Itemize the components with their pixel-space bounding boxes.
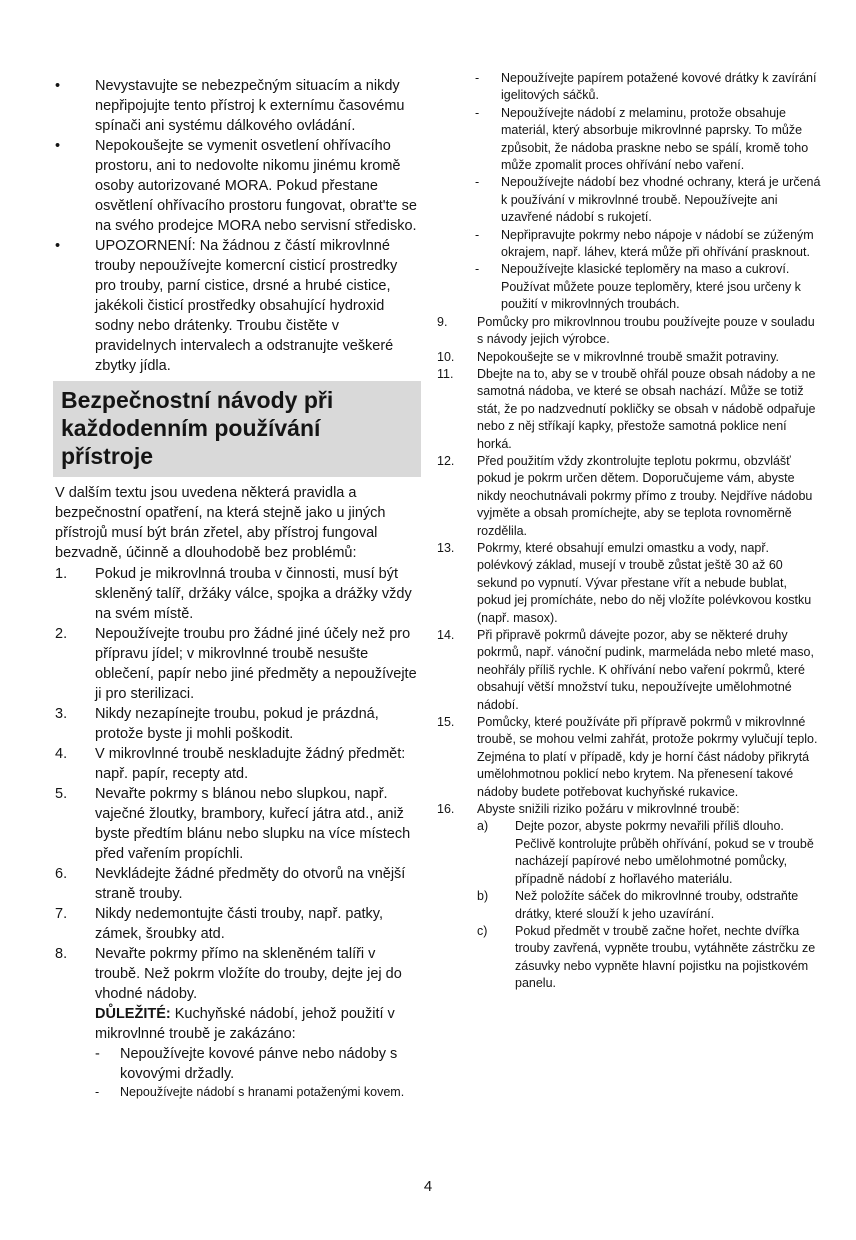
important-label: DŮLEŽITÉ: [95, 1006, 171, 1022]
numbered-item [437, 453, 824, 540]
item-text: Nepoužívejte troubu pro žádné jiné účely než pro přípravu jídel; v mikrovlnné troubě nesušte oblečení, papír nebo jiné předměty a nepoužívejte ji pro sterilizaci. [95, 626, 417, 702]
numbered-item-16 [437, 801, 824, 992]
bullet-item [55, 136, 422, 236]
dash-marker: - [475, 105, 480, 120]
numbered-item [437, 714, 824, 801]
letter-item [477, 923, 824, 993]
item-text: Nevařte pokrmy s blánou nebo slupkou, např. vaječné žloutky, brambory, kuřecí játra atd., aniž byste předtím blánu nebo slupku na více místech před vařením propíchli. [95, 786, 411, 862]
dash-item [475, 105, 824, 175]
item-number: 6. [55, 866, 68, 882]
dash-marker: - [475, 71, 480, 85]
item-number: 11. [437, 366, 454, 381]
dash-item [95, 1084, 422, 1101]
dash-marker: - [475, 175, 480, 190]
item-text: Pomůcky pro mikrovlnnou troubu používejte pouze v souladu s návody jejich výrobce. [477, 314, 815, 347]
dash-item [475, 174, 824, 226]
letter-item [477, 818, 824, 888]
item-number: 12. [437, 453, 455, 468]
letter-marker: b) [477, 889, 489, 904]
numbered-item-8 [55, 944, 422, 1101]
item-text: Při připravě pokrmů dávejte pozor, aby se některé druhy pokrmů, např. vánoční pudink, marmeláda nebo mleté maso, neohřály příliš rychle. K ohřívání nebo vaření pokrmů, které obsahují větší množství tuku, nepoužívejte umělohmotné nádobí. [477, 628, 814, 712]
numbered-item [55, 564, 422, 624]
item-text: Pokud je mikrovlnná trouba v činnosti, musí být skleněný talíř, držáky válce, spojka a drážky vždy na svém místě. [95, 566, 412, 622]
item-text: Nevařte pokrmy přímo na skleněném talíři v troubě. Než pokrm vložíte do trouby, dejte jej do vhodné nádoby. [95, 946, 402, 1002]
section-heading: Bezpečnostní návody při každodenním používání přístroje [53, 381, 421, 477]
item-number: 8. [55, 946, 68, 962]
item-number: 4. [55, 746, 68, 762]
numbered-item [55, 744, 422, 784]
dash-text: Nepoužívejte klasické teploměry na maso a cukroví. Používat můžete pouze teploměry, které jsou určeny k použití v mikrovlnných troubách. [501, 262, 801, 312]
bullet-marker: • [55, 78, 61, 94]
bullet-item [55, 236, 422, 376]
numbered-item [55, 904, 422, 944]
dash-text: Nepřipravujte pokrmy nebo nápoje v nádobí se zúženým okrajem, např. láhev, která může při ohřívání prasknout. [501, 227, 814, 260]
item-number: 16. [437, 802, 455, 817]
item-text: Nikdy nedemontujte části trouby, např. patky, zámek, šroubky atd. [95, 906, 383, 942]
dash-text: Nepoužívejte kovové pánve nebo nádoby s kovovými držadly. [120, 1046, 398, 1082]
bullet-text: Nepokoušejte se vymenit osvetlení ohřívacího prostoru, ani to nedovolte nikomu jinému kromě osoby autorizované MORA. Pokud přestane osvětlení ohřívacího prostoru fungovat, obrat'te se na svého prodejce MORA nebo servisní středisko. [95, 138, 417, 234]
item-text: Pokrmy, které obsahují emulzi omastku a vody, např. polévkový základ, musejí v troubě zůstat ještě 30 až 60 sekund po vypnutí. Vývar přestane vřít a nebude bublat, pokud jej promícháte, nebo do něj vložíte polévkovou kostku (např. masox). [477, 540, 812, 625]
dash-marker: - [475, 262, 480, 277]
page-number: 4 [423, 1178, 433, 1195]
important-note [95, 1004, 422, 1044]
dash-marker: - [95, 1085, 100, 1099]
dash-item [475, 70, 824, 105]
numbered-item [55, 784, 422, 864]
dash-item [475, 261, 824, 313]
dash-text: Nepoužívejte nádobí s hranami potaženými kovem. [120, 1085, 405, 1099]
left-column [55, 76, 422, 1101]
item-text: Před použitím vždy zkontrolujte teplotu pokrmu, obzvlášť pokud je pokrm určen dětem. Doporučujeme vám, abyste nikdy neochutnávali pokrmy přímo z trouby. Nejdříve nádobu vyjměte a obsah promíchejte, aby se teplota rovnoměrně rozdělila. [477, 453, 813, 538]
dash-text: Nepoužívejte nádobí bez vhodné ochrany, která je určená k používání v mikrovlnné troubě. Nepoužívejte ani uzavřené nádobí s rukojetí. [501, 175, 821, 225]
letter-marker: a) [477, 819, 489, 834]
item-number: 3. [55, 706, 68, 722]
item-number: 2. [55, 626, 68, 642]
letter-text: Pokud předmět v troubě začne hořet, nechte dvířka trouby zavřená, vypněte troubu, vytáhněte zástrčku ze zásuvky nebo vypněte hlavní pojistku na pojistkovém panelu. [515, 923, 816, 991]
numbered-item [437, 627, 824, 714]
letter-marker: c) [477, 923, 488, 938]
right-column [437, 70, 824, 993]
item-number: 15. [437, 715, 455, 730]
item-text: Dbejte na to, aby se v troubě ohřál pouze obsah nádoby a ne samotná nádoba, ve které se obsah nachází. Může se totiž stát, že po nadzvednutí pokličky se obsah v nádobě odpařuje nebo z něj stříkají kapky, přestože samotná poklice není horká. [477, 366, 816, 451]
bullet-text: Nevystavujte se nebezpečným situacím a nikdy nepřipojujte tento přístroj k externímu časovému spínači ani systému dálkového ovládání. [95, 78, 405, 134]
bullet-text: UPOZORNENÍ: Na žádnou z částí mikrovlnné trouby nepoužívejte komercní cisticí prostredky pro trouby, parní cistice, drsné a hrubé cistice, jakékoli čisticí prostředky obsahující hydroxid sodny nebo drátenky. Troubu čistěte v pravidelnych intervalech a odstranujte veškeré zbytky jídla. [95, 238, 398, 374]
numbered-item [437, 349, 824, 366]
item-number: 14. [437, 628, 455, 642]
item-text: Nevkládejte žádné předměty do otvorů na vnější straně trouby. [95, 866, 406, 902]
letter-text: Dejte pozor, abyste pokrmy nevařili příliš dlouho. Pečlivě kontrolujte průběh ohřívání, pokud se v troubě nacházejí papírové nebo umělohmotné pomůcky, případně nádobí z hořlavého materiálu. [515, 819, 814, 886]
item-text: Nikdy nezapínejte troubu, pokud je prázdná, protože byste ji mohli poškodit. [95, 706, 379, 742]
numbered-item [437, 366, 824, 453]
bullet-marker: • [55, 238, 61, 254]
dash-item [95, 1044, 422, 1084]
dash-item [475, 227, 824, 262]
item-text-wrap [95, 944, 422, 1101]
dash-text: Nepoužívejte nádobí z melaminu, protože obsahuje materiál, který absorbuje mikrovlnné paprsky. To může způsobit, že nádoba praskne nebo se spálí, kromě toho může zpomalit proces ohřívání nebo vaření. [501, 105, 809, 173]
numbered-item [437, 540, 824, 627]
letter-item [477, 888, 824, 923]
item-text: Pomůcky, které používáte při přípravě pokrmů v mikrovlnné troubě, se mohou velmi zahřát, protože pokrmy vylučují teplo. Zejména to platí v případě, kdy je horní část nádoby přikrytá umělohmotnou poklicí nebo krytem. Na přenesení takové nádoby budete potřebovat kuchyňské rukavice. [477, 715, 818, 799]
item-number: 10. [437, 349, 455, 364]
bullet-item [55, 76, 422, 136]
numbered-item [55, 624, 422, 704]
numbered-item [437, 314, 824, 349]
item-number: 1. [55, 566, 68, 582]
item-text: Abyste snižili riziko požáru v mikrovlnné troubě: [477, 802, 740, 817]
important-text: Kuchyňské nádobí, jehož použití v mikrovlnné troubě je zakázáno: [95, 1006, 395, 1042]
dash-marker: - [475, 227, 480, 242]
numbered-item [55, 864, 422, 904]
item-text: V mikrovlnné troubě neskladujte žádný předmět: např. papír, recepty atd. [95, 746, 406, 782]
intro-paragraph: V dalším textu jsou uvedena některá pravidla a bezpečnostní opatření, na která stejně jako u jiných přístrojů musí být brán zřetel, aby přístroj fungoval bezvadně, účinně a dlouhodobě bez problémů: [55, 485, 386, 561]
dash-text: Nepoužívejte papírem potažené kovové drátky k zavírání igelitových sáčků. [501, 71, 817, 103]
item-number: 5. [55, 786, 68, 802]
item-text-wrap [477, 801, 824, 992]
item-number: 13. [437, 540, 455, 555]
letter-text: Než položíte sáček do mikrovlnné trouby, odstraňte drátky, které slouží k jeho uzavírání. [515, 889, 799, 921]
bullet-marker: • [55, 138, 61, 154]
item-number: 7. [55, 906, 68, 922]
numbered-item [55, 704, 422, 744]
item-number: 9. [437, 314, 448, 329]
dash-marker: - [95, 1046, 100, 1062]
item-text: Nepokoušejte se v mikrovlnné troubě smažit potraviny. [477, 349, 779, 364]
